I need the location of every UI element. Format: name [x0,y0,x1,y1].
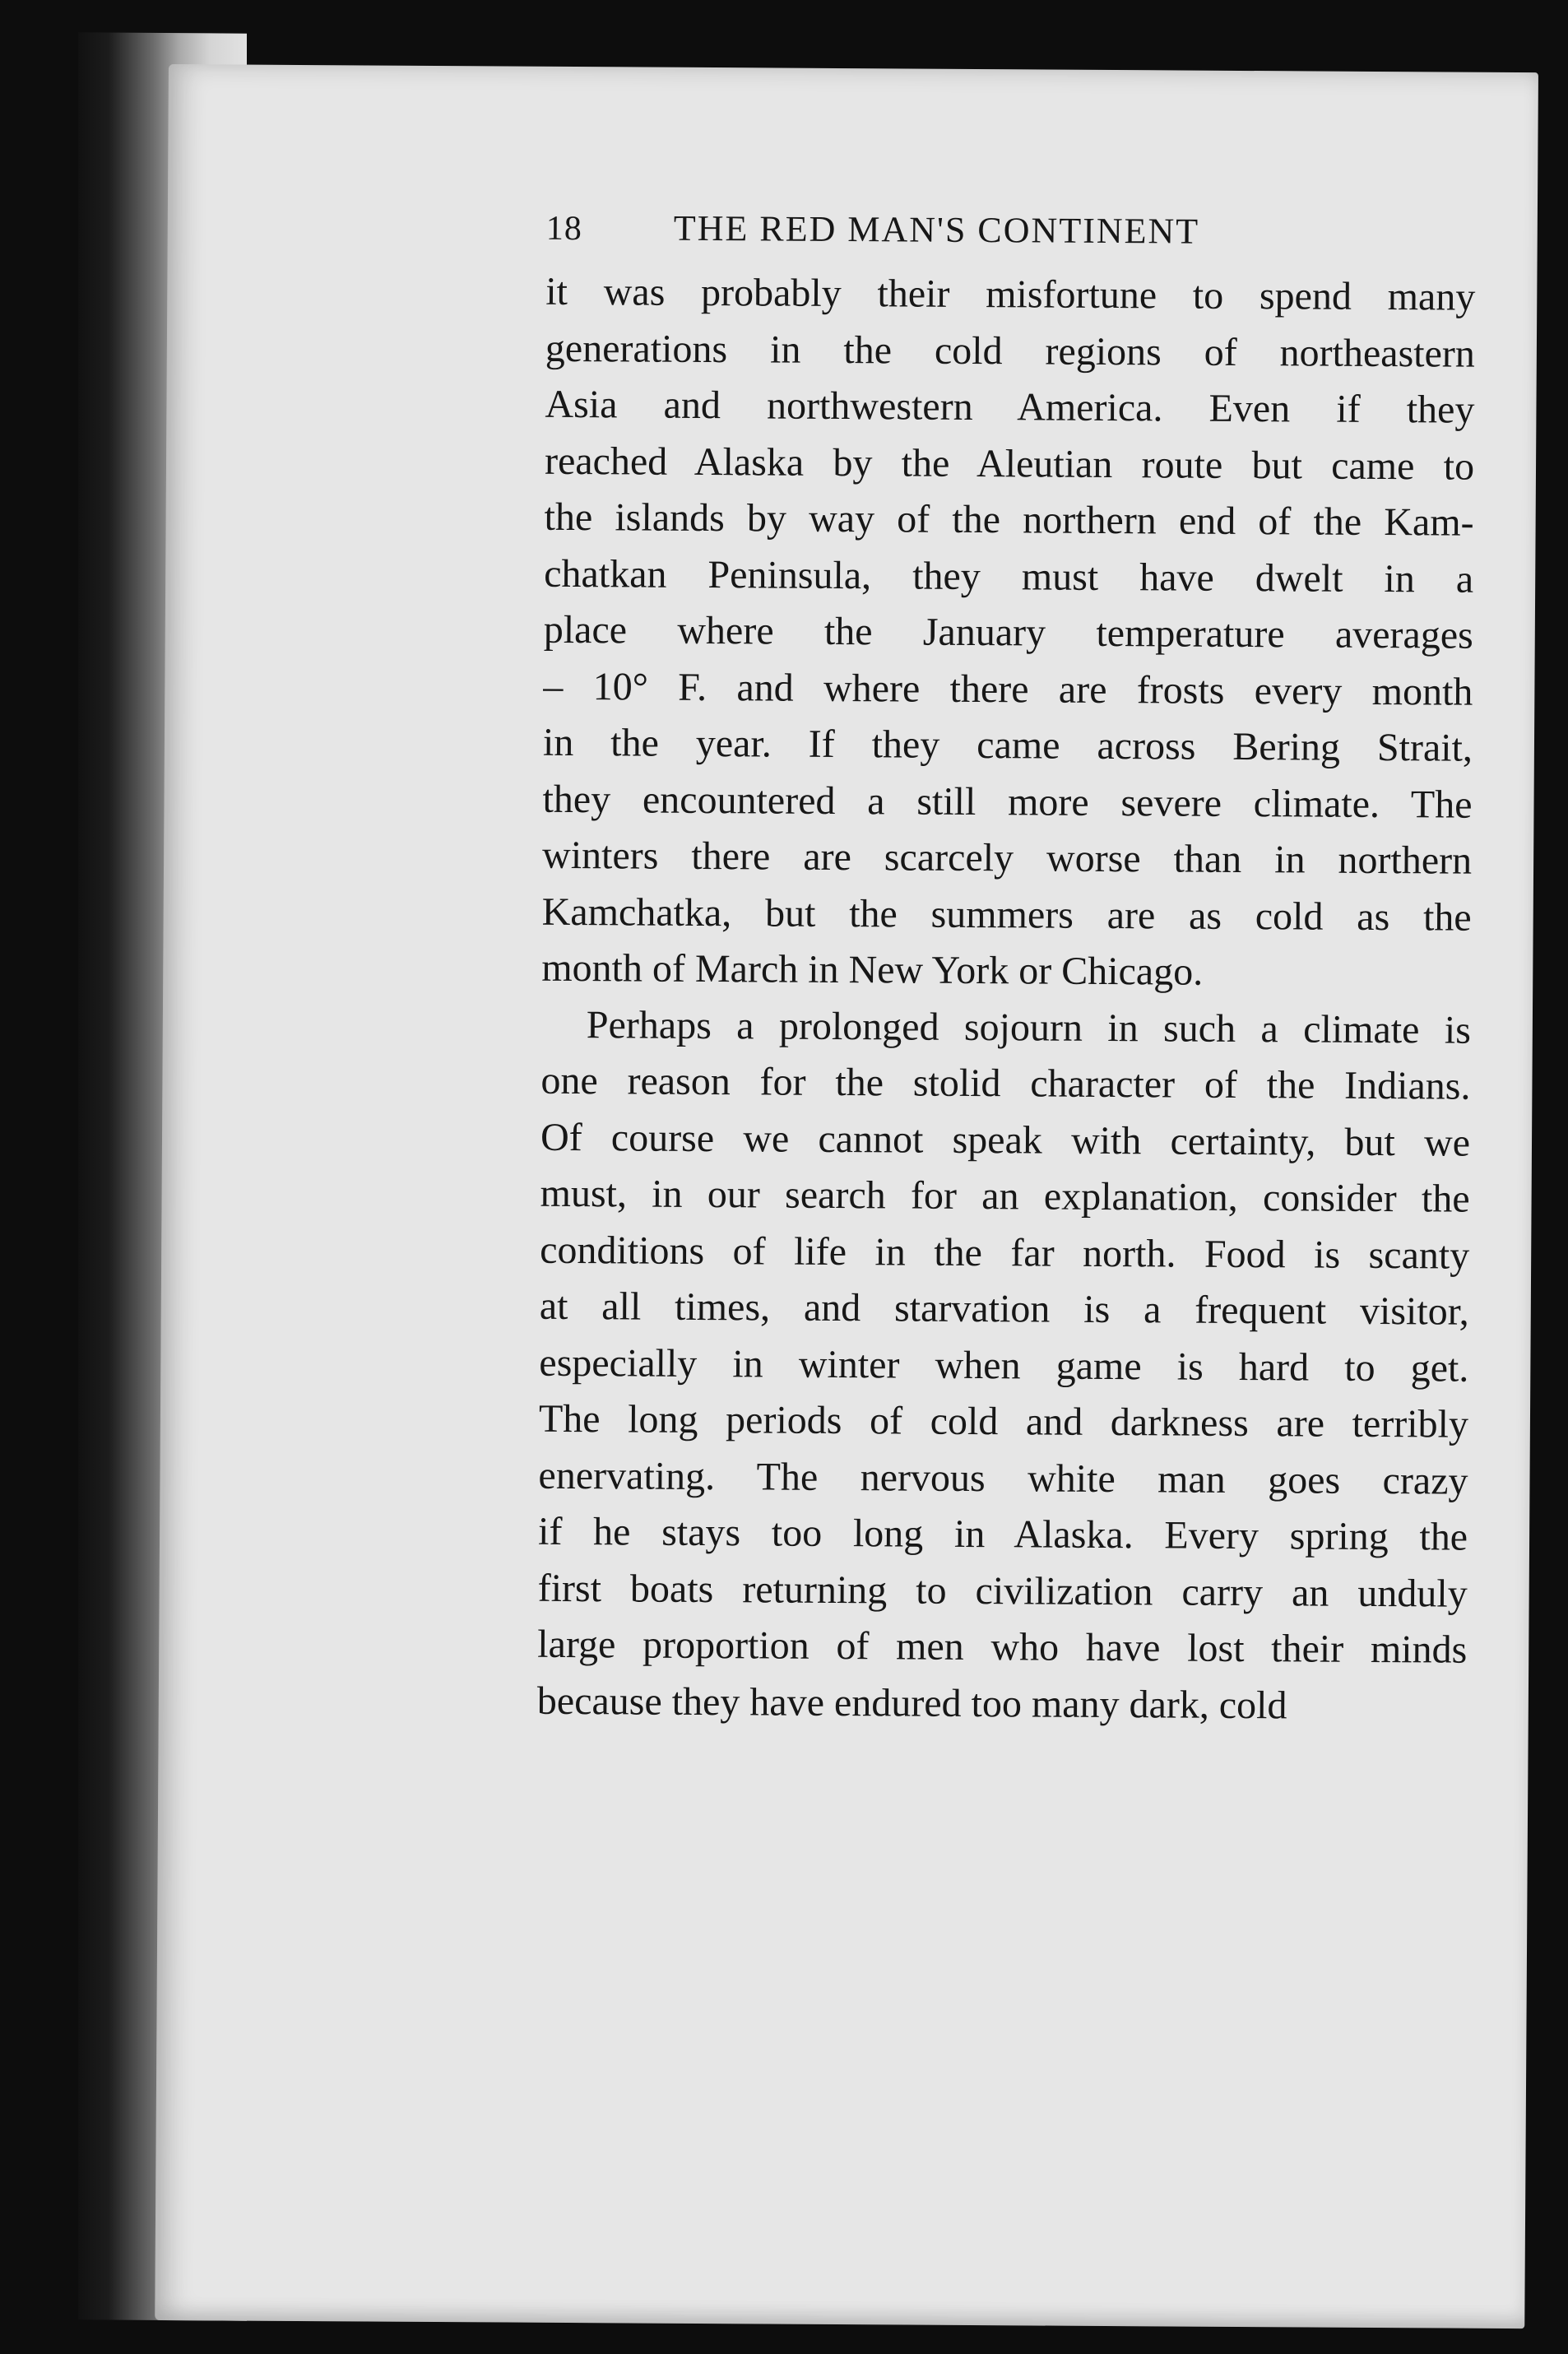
text-line: chatkan Peninsula, they must have dwelt in a [544,551,1474,601]
text-line: must, in our search for an explanation, consider the [540,1171,1470,1221]
text-line: Of course we cannot speak with certainty, but we [540,1115,1471,1165]
text-line: at all times, and starvation is a frequent visitor, [539,1284,1469,1334]
text-line: one reason for the stolid character of the Indians. [540,1058,1471,1108]
text-line: generations in the cold regions of northeastern [545,326,1476,376]
text-line: especially in winter when game is hard to get. [539,1340,1469,1391]
text-line: Kamchatka, but the summers are as cold as the [541,889,1472,940]
text-line: if he stays too long in Alaska. Every spring the [537,1509,1468,1559]
text-line: – 10° F. and where there are frosts every month [543,664,1473,714]
text-line: Perhaps a prolonged sojourn in such a climate is [586,1002,1472,1052]
text-line: because they have endured too many dark, cold [536,1678,1287,1727]
text-line: winters there are scarcely worse than in northern [541,833,1473,883]
text-line: conditions of life in the far north. Food is scanty [540,1228,1470,1278]
text-line: it was probably their misfortune to spend many [545,269,1476,319]
text-line: the islands by way of the northern end of the Kam- [544,494,1474,545]
paragraph-1 [541,264,1475,1002]
text-line: in the year. If they came across Bering Strait, [542,720,1473,770]
text-line: month of March in New York or Chicago. [541,945,1204,994]
text-line: The long periods of cold and darkness are terribly [538,1396,1469,1446]
text-line: place where the January temperature averages [543,607,1473,657]
text-line: large proportion of men who have lost their minds [537,1622,1468,1672]
text-line: first boats returning to civilization carry an unduly [537,1566,1468,1616]
page-number: 18 [545,209,582,248]
paragraph-2 [537,996,1471,1734]
text-line: reached Alaska by the Aleutian route but came to [544,439,1475,489]
text-line: enervating. The nervous white man goes crazy [538,1453,1468,1503]
text-line: Asia and northwestern America. Even if they [545,382,1475,432]
running-head-title: THE RED MAN'S CONTINENT [673,207,1200,252]
page-content [537,207,1476,1735]
text-line: they encountered a still more severe climate. The [542,777,1473,827]
running-head [546,207,1476,270]
book-page [155,64,1538,2328]
